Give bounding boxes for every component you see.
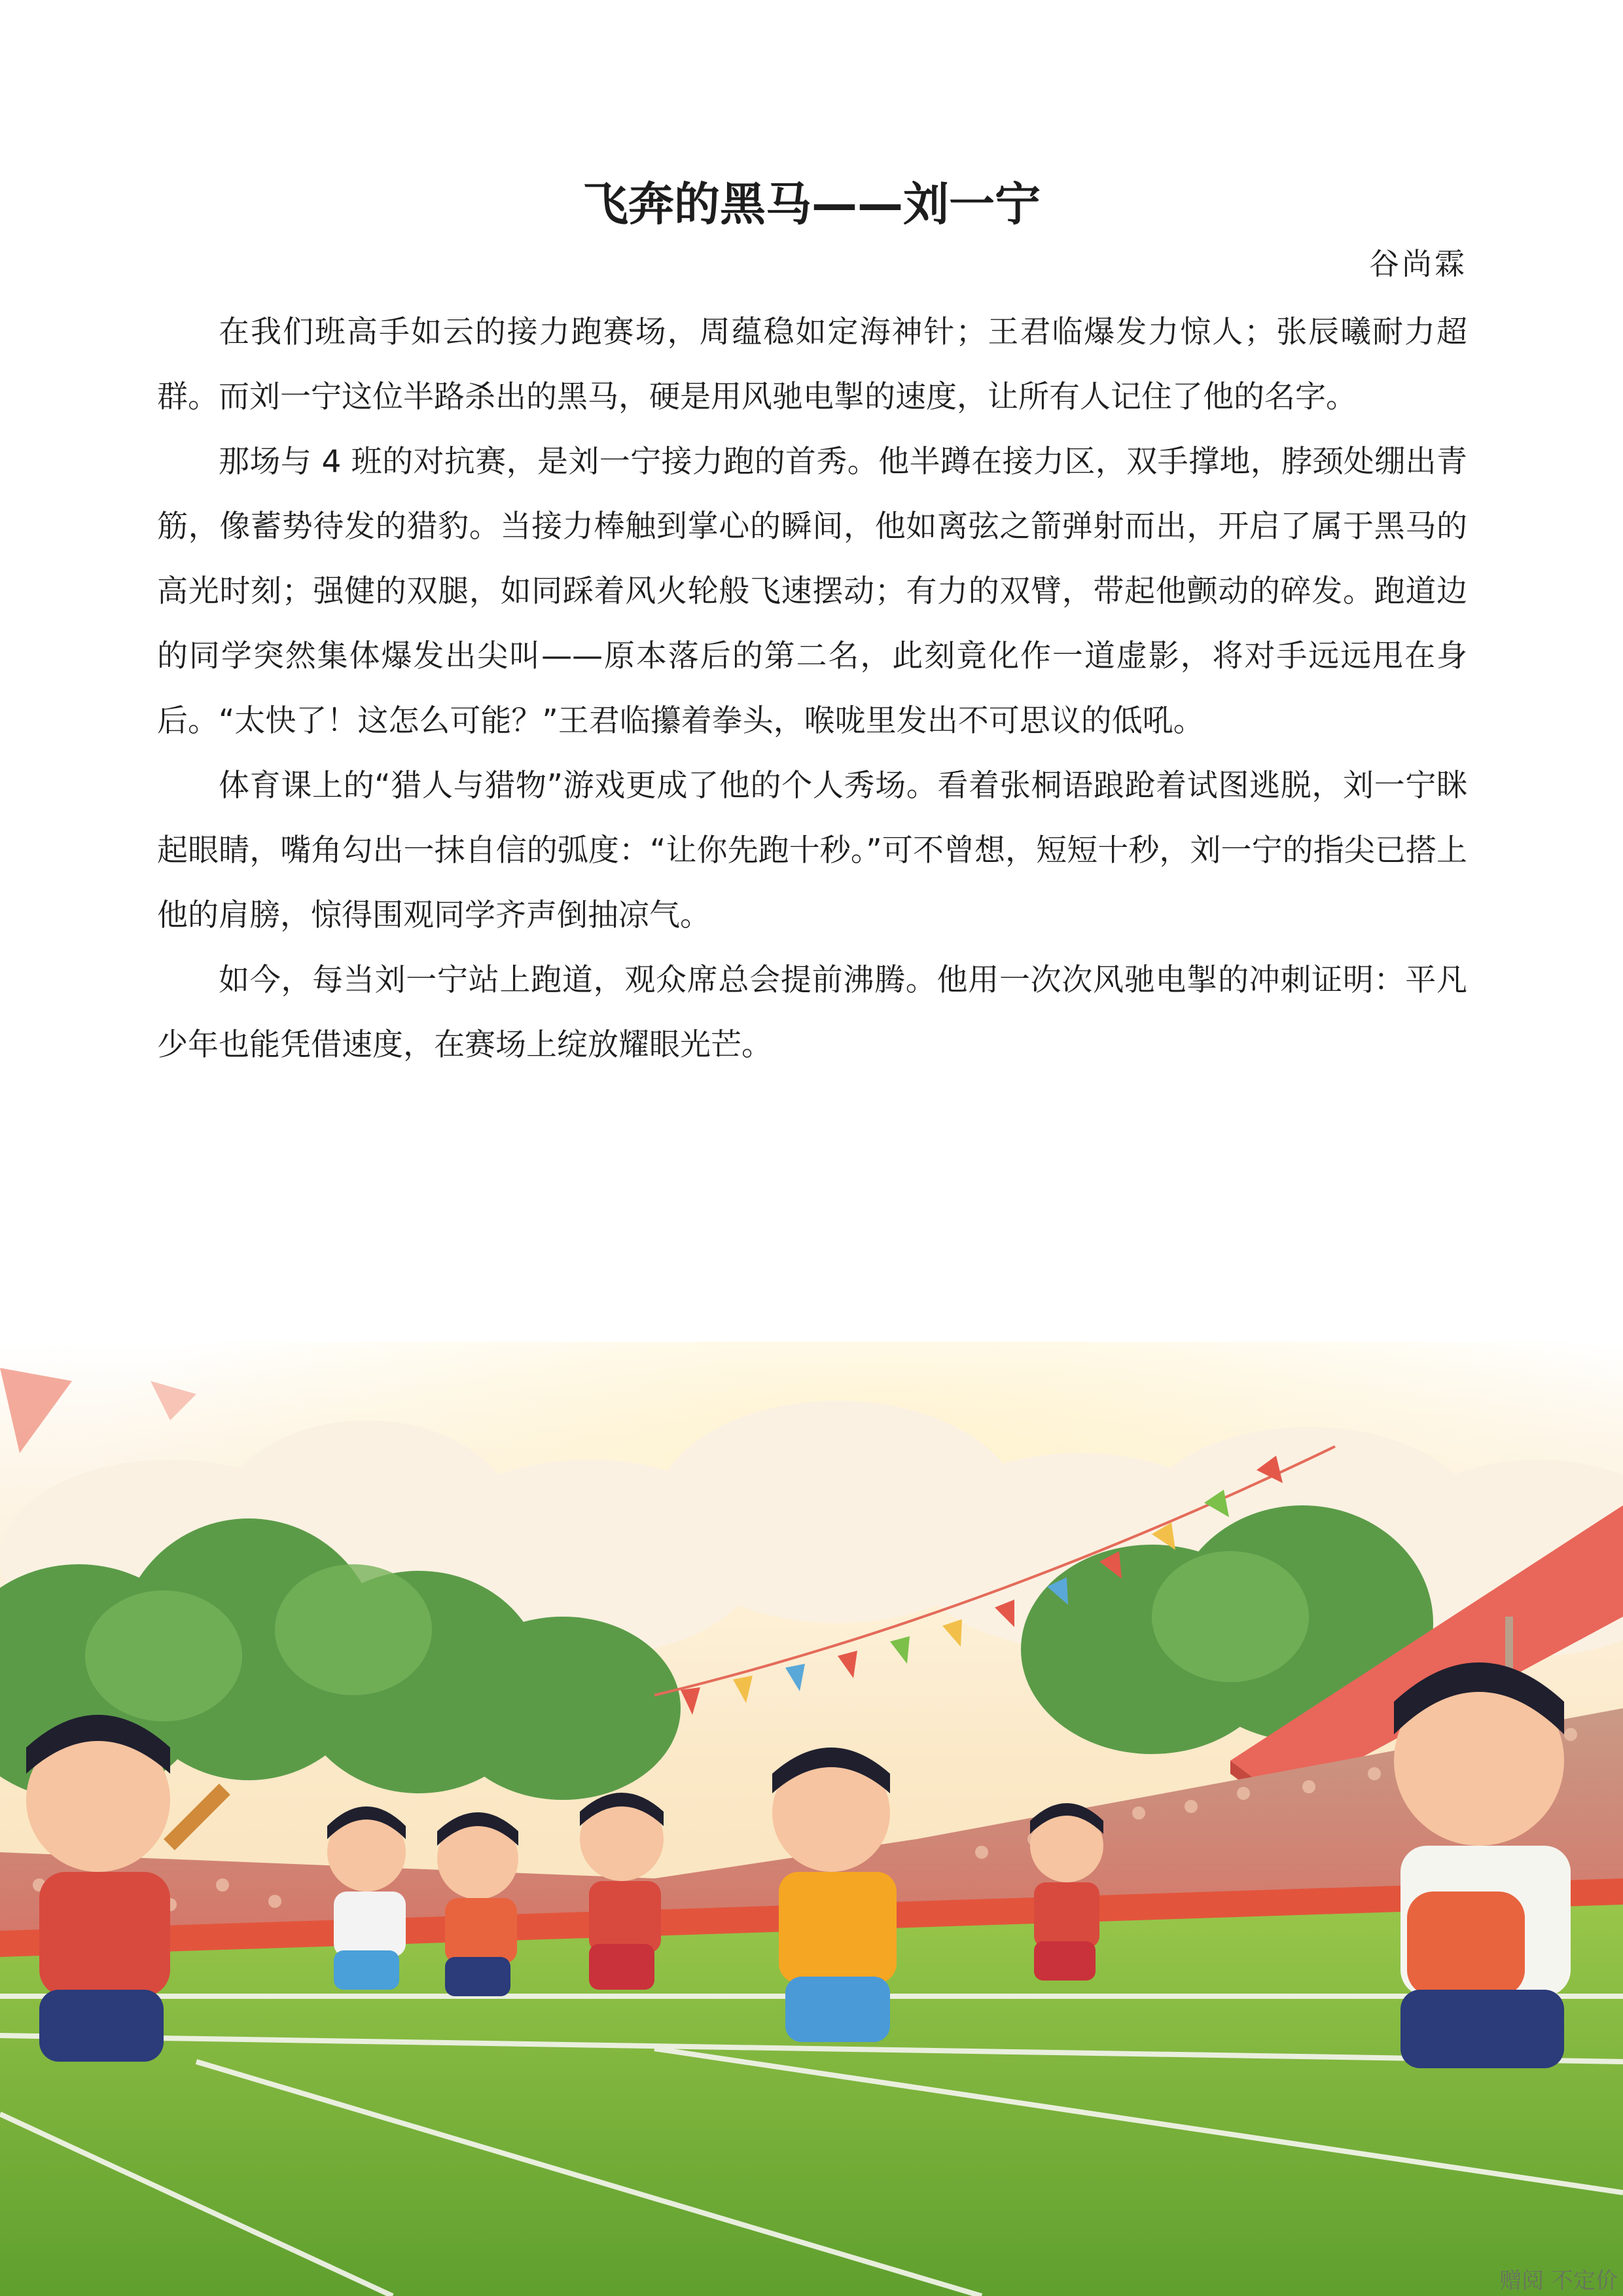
runner: [580, 1793, 664, 1990]
article-paragraph: 如今，每当刘一宁站上跑道，观众席总会提前沸腾。他用一次次风驰电掣的冲刺证明：平凡少年也能凭借速度，在赛场上绽放耀眼光芒。: [157, 962, 1467, 1063]
article-paragraph: 体育课上的“猎人与猎物”游戏更成了他的个人秀场。看着张桐语踉跄着试图逃脱，刘一宁眯起眼睛，嘴角勾出一抹自信的弧度：“让你先跑十秒。”可不曾想，短短十秒，刘一宁的指尖已搭上他的肩膀，惊得围观同学齐声倒抽凉气。: [157, 768, 1467, 933]
runner: [327, 1806, 406, 1990]
runner: [437, 1812, 518, 1996]
article-body: [157, 300, 1467, 1077]
illustration-canvas: [0, 1342, 1623, 2296]
runner: [1394, 1662, 1571, 2068]
runner: [772, 1748, 897, 2042]
relay-race-illustration: [0, 1342, 1623, 2296]
article-author: 谷尚霖: [1369, 246, 1467, 281]
article-paragraph: 那场与 4 班的对抗赛，是刘一宁接力跑的首秀。他半蹲在接力区，双手撑地，脖颈处绷出青筋，像蓄势待发的猎豹。当接力棒触到掌心的瞬间，他如离弦之箭弹射而出，开启了属于黑马的高光时刻；强健的双腿，如同踩着风火轮般飞速摆动；有力的双臂，带起他颤动的碎发。跑道边的同学突然集体爆发出尖叫——原本落后的第二名，此刻竟化作一道虚影，将对手远远甩在身后。“太快了！这怎么可能？”王君临攥着拳头，喉咙里发出不可思议的低吼。: [157, 444, 1467, 739]
corner-mark: 赠阅 不定价: [1499, 2268, 1618, 2294]
runner: [1030, 1803, 1103, 1981]
article-title: 飞奔的黑马——刘一宁: [582, 177, 1041, 231]
article-paragraph: 在我们班高手如云的接力跑赛场，周蕴稳如定海神针；王君临爆发力惊人；张辰曦耐力超群。而刘一宁这位半路杀出的黑马，硬是用风驰电掣的速度，让所有人记住了他的名字。: [157, 314, 1467, 415]
